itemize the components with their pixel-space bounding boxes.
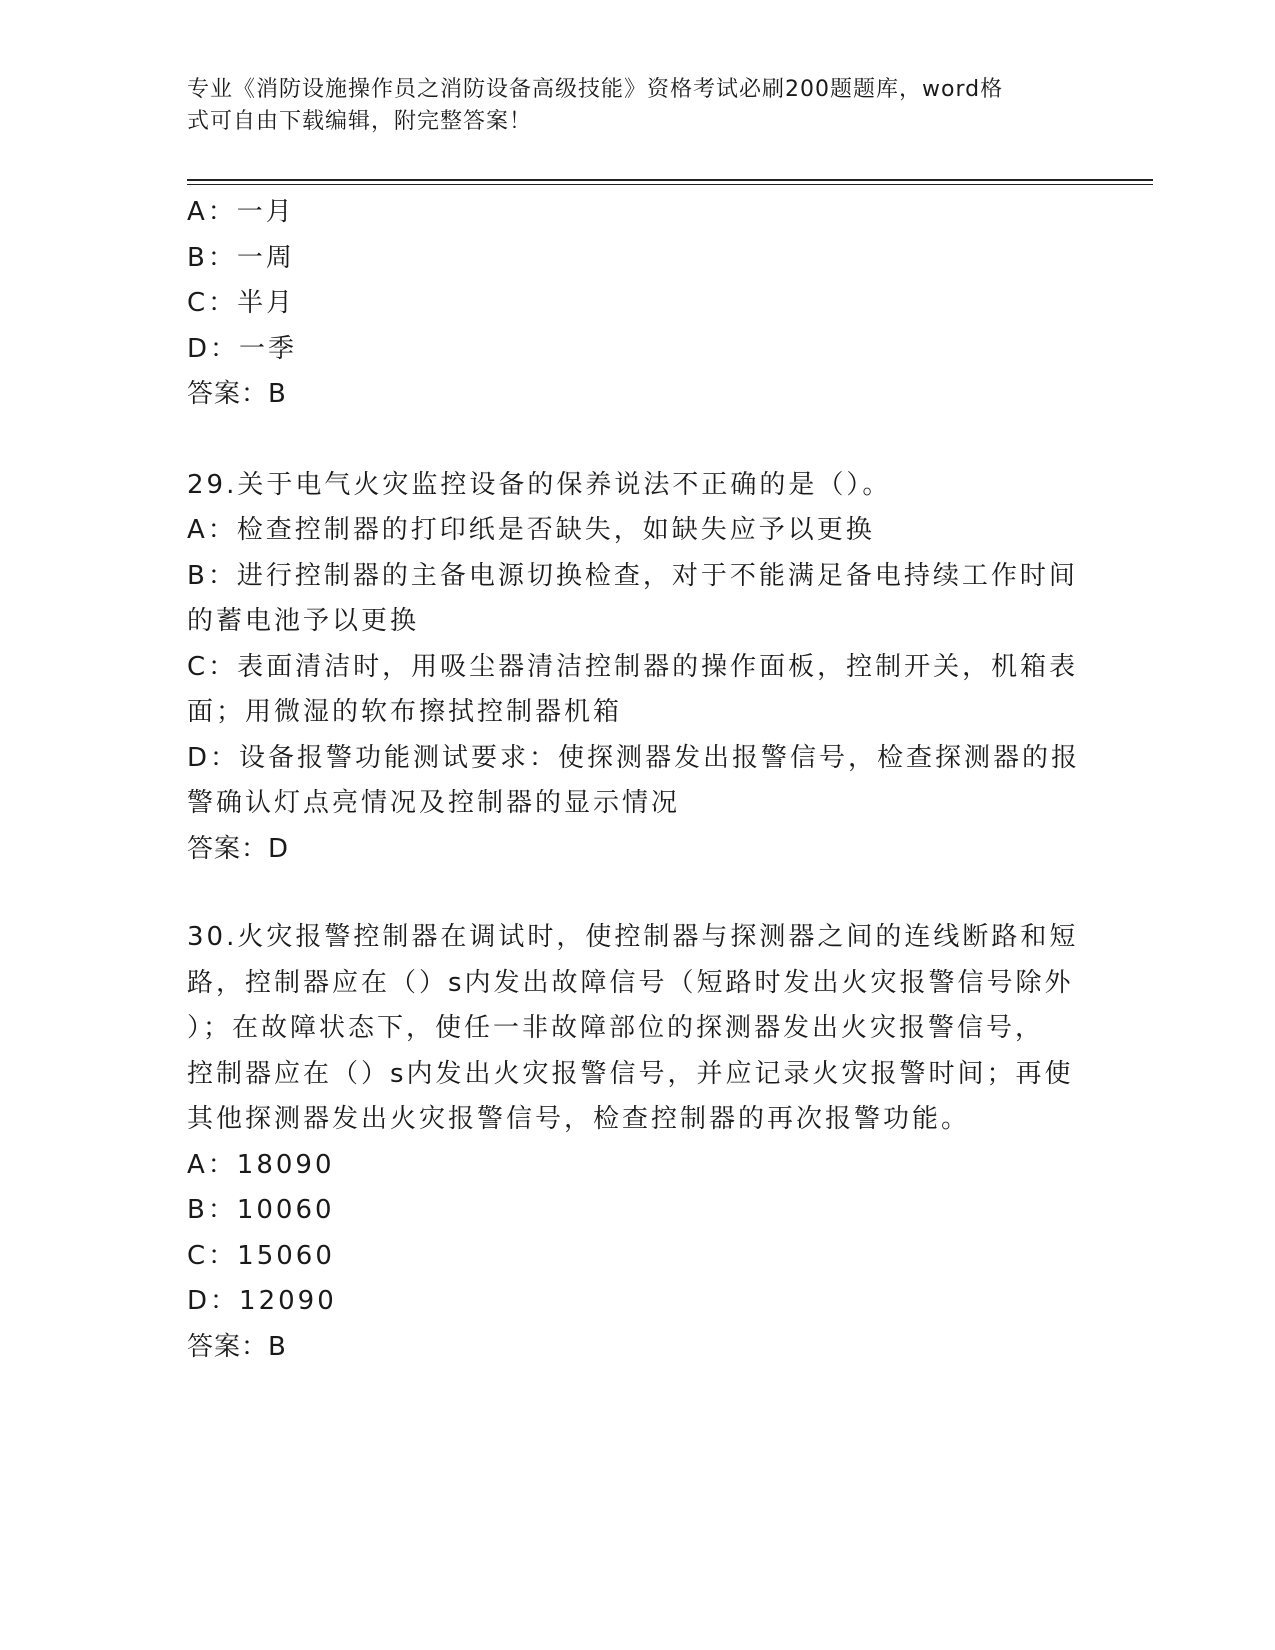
- question-stem-line-1: 30.火灾报警控制器在调试时，使控制器与探测器之间的连线断路和短: [187, 922, 1079, 952]
- answer-line: 答案：B: [187, 379, 287, 409]
- option-b: B：一周: [187, 242, 295, 273]
- option-b-continued: 的蓄电池予以更换: [187, 606, 420, 636]
- spacer: [187, 418, 1077, 463]
- option-b: B：进行控制器的主备电源切换检查，对于不能满足备电持续工作时间: [187, 560, 1078, 591]
- question-stem-line-4: 控制器应在（）s内发出火灾报警信号，并应记录火灾报警时间；再使: [187, 1058, 1074, 1089]
- answer-line: 答案：B: [187, 1331, 287, 1362]
- question-stem-line-5: 其他探测器发出火灾报警信号，检查控制器的再次报警功能。: [187, 1104, 971, 1134]
- option-a: A：18090: [187, 1149, 335, 1180]
- header-divider-thin: [187, 184, 1153, 185]
- question-29: [187, 463, 1081, 873]
- option-a: A：检查控制器的打印纸是否缺失，如缺失应予以更换: [187, 515, 875, 545]
- question-stem: 29.关于电气火灾监控设备的保养说法不正确的是（）。: [187, 469, 892, 500]
- option-c: C：表面清洁时，用吸尘器清洁控制器的操作面板，控制开关，机箱表: [187, 651, 1079, 682]
- answer-line: 答案：D: [187, 833, 290, 864]
- option-d: D：设备报警功能测试要求：使探测器发出报警信号，检查探测器的报: [187, 742, 1081, 773]
- option-c: C：15060: [187, 1240, 335, 1271]
- option-d: D：12090: [187, 1286, 337, 1316]
- option-c-continued: 面；用微湿的软布擦拭控制器机箱: [187, 697, 623, 727]
- question-30: [187, 915, 1077, 1370]
- header-line-2: 式可自由下载编辑，附完整答案！: [187, 109, 533, 134]
- question-28: [187, 190, 1077, 418]
- header-divider-thick: [187, 179, 1153, 181]
- spacer: [187, 872, 1077, 915]
- option-b: B：10060: [187, 1195, 335, 1225]
- option-c: C：半月: [187, 288, 296, 318]
- option-d-continued: 警确认灯点亮情况及控制器的显示情况: [187, 788, 681, 818]
- question-stem-line-3: ）；在故障状态下，使任一非故障部位的探测器发出火灾报警信号，: [187, 1013, 1045, 1043]
- option-a: A：一月: [187, 197, 295, 227]
- option-d: D：一季: [187, 333, 298, 364]
- question-stem-line-2: 路，控制器应在（）s内发出故障信号（短路时发出火灾报警信号除外: [187, 967, 1074, 998]
- document-header: [187, 74, 1067, 138]
- header-line-1: 专业《消防设施操作员之消防设备高级技能》资格考试必刷200题题库，word格: [187, 77, 1004, 102]
- document-body: [187, 190, 1081, 1370]
